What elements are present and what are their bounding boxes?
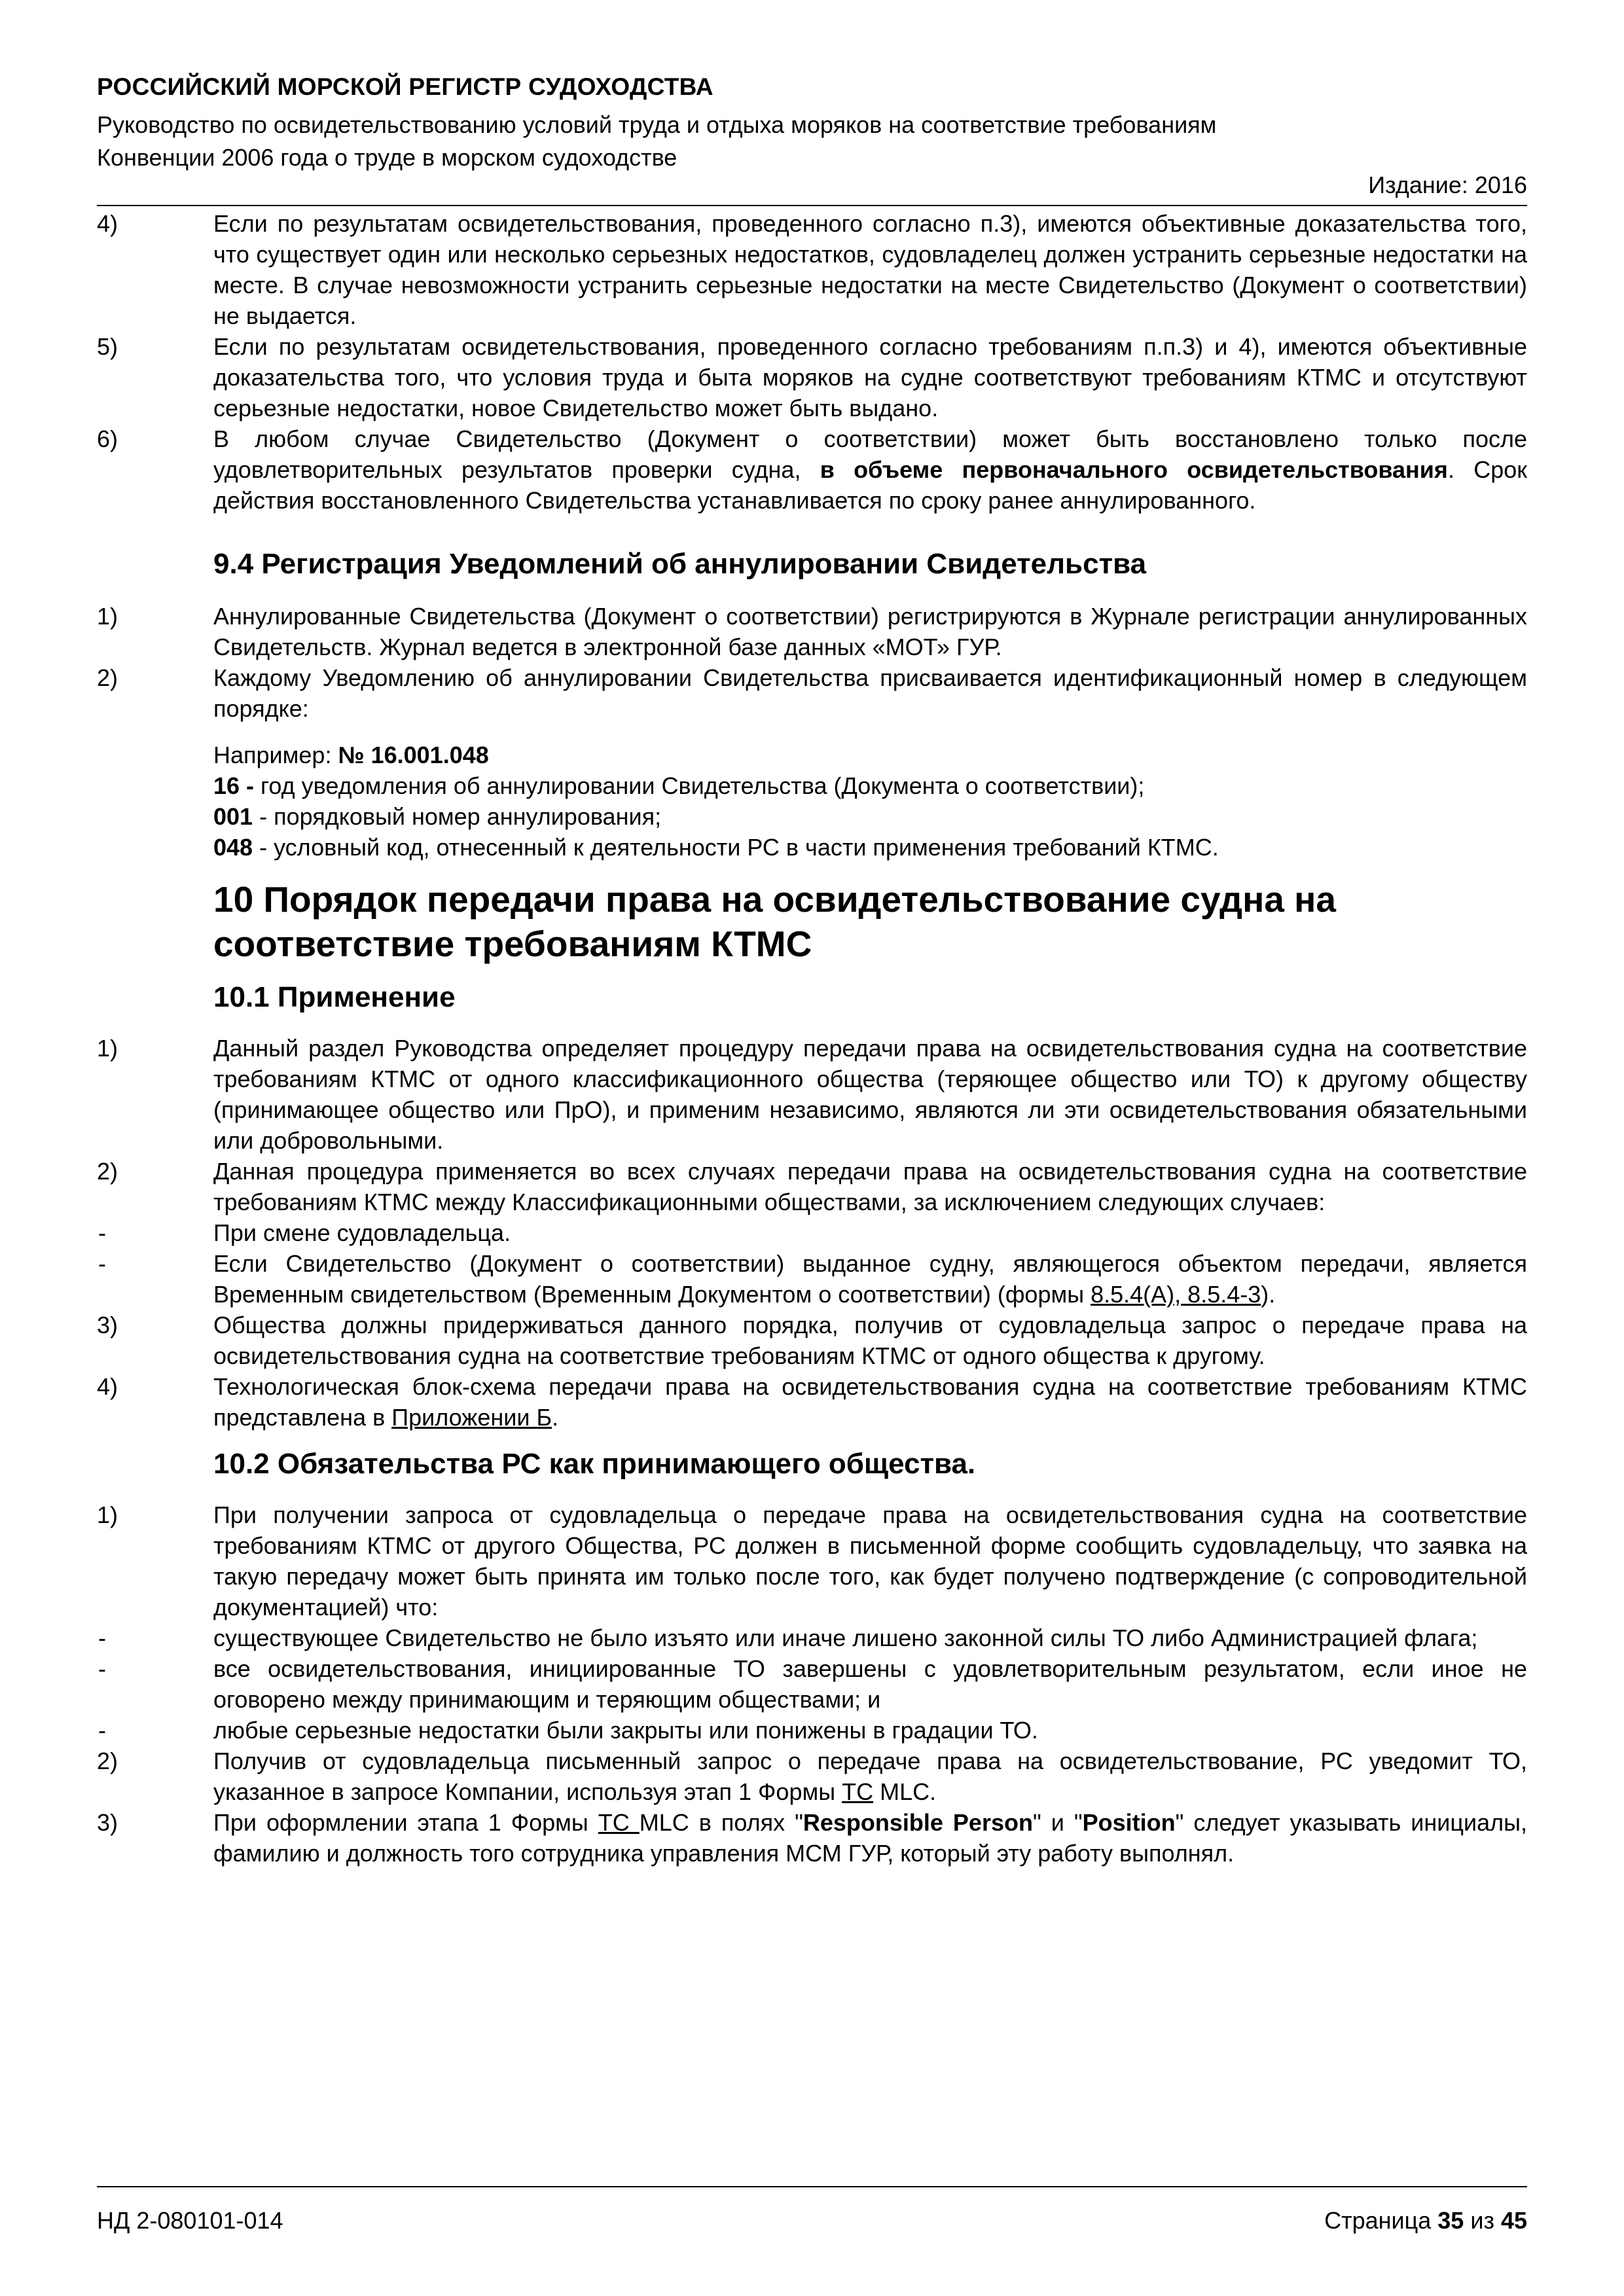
header-organization: РОССИЙСКИЙ МОРСКОЙ РЕГИСТР СУДОХОДСТВА xyxy=(97,73,713,100)
item-text: При получении запроса от судовладельца о передаче права на освидетельствования судна на соответствие требованиям КТМС от другого Общества, РС должен в письменной форме сообщить судовладельцу, что заявка на такую передачу может быть принята им только после того, как будет получено подтверждение (с сопроводительной документацией) что: xyxy=(213,1501,1527,1621)
item-text: Данный раздел Руководства определяет процедуру передачи права на освидетельствования судна на соответствие требованиям КТМС от одного классификационного общества (теряющее общество или ТО) к другому обществу (принимающее общество или ПрО), и применим независимо, являются ли эти освидетельствования обязательными или добровольными. xyxy=(213,1035,1527,1154)
page-of: из xyxy=(1464,2207,1501,2234)
item-text: любые серьезные недостатки были закрыты или понижены в градации ТО. xyxy=(213,1717,1038,1744)
item-text: Данная процедура применяется во всех случаях передачи права на освидетельствования судна на соответствие требованиям КТМС между Классификационными обществами, за исключением следующих случаев: xyxy=(213,1158,1527,1215)
appendix-b-link[interactable]: Приложении Б xyxy=(391,1404,552,1431)
item-text: . xyxy=(552,1404,559,1431)
list-item xyxy=(97,1807,1527,1869)
item-text: Каждому Уведомлению об аннулировании Свидетельства присваивается идентификационный номер в следующем порядке: xyxy=(213,664,1527,722)
item-text: Технологическая блок-схема передачи права на освидетельствования судна на соответствие требованиям КТМС представлена в xyxy=(213,1373,1527,1431)
footer-divider xyxy=(97,2186,1527,2187)
dash-item xyxy=(97,1653,1527,1715)
dash-marker: - xyxy=(98,1717,106,1744)
item-number: 4) xyxy=(97,210,118,237)
item-text: ). xyxy=(1261,1281,1276,1308)
chapter-heading-line: соответствие требованиям КТМС xyxy=(213,924,812,964)
item-number: 3) xyxy=(97,1312,118,1338)
dash-item xyxy=(97,1217,1527,1248)
page-current: 35 xyxy=(1437,2207,1464,2234)
list-item xyxy=(97,1499,1527,1623)
example-part xyxy=(97,770,1527,801)
list-item xyxy=(97,208,1527,331)
example-line xyxy=(97,740,1527,770)
page-total: 45 xyxy=(1500,2207,1527,2234)
item-text: Если Свидетельство (Документ о соответствии) выданное судну, являющегося объектом передачи, является Временным свидетельством (Временным Документом о соответствии) (формы xyxy=(213,1250,1527,1308)
example-label: Например: xyxy=(213,742,338,768)
dash-item xyxy=(97,1623,1527,1653)
list-item xyxy=(97,423,1527,516)
example-part-code: 048 xyxy=(213,834,253,861)
example-part-text: - порядковый номер аннулирования; xyxy=(253,803,662,830)
page-label: Страница xyxy=(1324,2207,1438,2234)
item-text-bold: в объеме первоначального освидетельствования xyxy=(820,456,1448,483)
item-text: В любом случае Свидетельство (Документ о соответствии) может быть восстановлено только после удовлетворительных результатов проверки судна, xyxy=(213,425,1527,483)
list-item xyxy=(97,662,1527,724)
item-text: MLC в полях " xyxy=(639,1809,803,1836)
item-text: " и " xyxy=(1032,1809,1083,1836)
dash-marker: - xyxy=(98,1624,106,1651)
dash-item xyxy=(97,1248,1527,1310)
list-item xyxy=(97,1371,1527,1433)
header-subtitle-line2: Конвенции 2006 года о труде в морском судоходстве xyxy=(97,144,677,171)
item-text: . Срок действия восстановленного Свидетельства устанавливается по сроку ранее аннулированного. xyxy=(213,456,1527,514)
list-item xyxy=(97,1033,1527,1156)
item-text: MLC. xyxy=(873,1778,937,1805)
chapter-heading-line: 10 Порядок передачи права на освидетельствование судна на xyxy=(213,879,1336,920)
item-number: 6) xyxy=(97,425,118,452)
example-part xyxy=(97,832,1527,863)
item-text: Получив от судовладельца письменный запрос о передаче права на освидетельствование, РС уведомит ТО, указанное в запросе Компании, используя этап 1 Формы xyxy=(213,1748,1527,1805)
example-part-code: 001 xyxy=(213,803,253,830)
form-tc-link[interactable]: ТС xyxy=(598,1809,640,1836)
item-number: 5) xyxy=(97,333,118,360)
item-number: 2) xyxy=(97,664,118,691)
example-part-code: 16 - xyxy=(213,772,255,799)
section-heading-9-4: 9.4 Регистрация Уведомлений об аннулировании Свидетельства xyxy=(213,548,1147,580)
field-name-bold: Position xyxy=(1082,1809,1176,1836)
footer-page-number xyxy=(1324,2207,1527,2234)
example-number: № 16.001.048 xyxy=(338,742,489,768)
item-text: Если по результатам освидетельствования, проведенного согласно требованиям п.п.3) и 4), имеются объективные доказательства того, что условия труда и быта моряков на судне соответствуют требованиям КТМС и отсутствуют серьезные недостатки, новое Свидетельство может быть выдано. xyxy=(213,333,1527,422)
item-number: 1) xyxy=(97,1035,118,1062)
list-item xyxy=(97,601,1527,662)
header-divider xyxy=(97,205,1527,206)
example-part-text: год уведомления об аннулировании Свидетельства (Документа о соответствии); xyxy=(254,772,1145,799)
item-text: существующее Свидетельство не было изъято или иначе лишено законной силы ТО либо Администрацией флага; xyxy=(213,1624,1478,1651)
form-reference-link[interactable]: 8.5.4(А), 8.5.4-3 xyxy=(1091,1281,1261,1308)
section-heading-10-1: 10.1 Применение xyxy=(213,981,456,1013)
list-item xyxy=(97,1746,1527,1807)
header-subtitle xyxy=(97,109,1537,174)
list-item xyxy=(97,331,1527,423)
field-name-bold: Responsible Person xyxy=(803,1809,1033,1836)
item-text: все освидетельствования, инициированные ТО завершены с удовлетворительным результатом, если иное не оговорено между принимающим и теряющим обществами; и xyxy=(213,1655,1527,1713)
dash-marker: - xyxy=(98,1655,106,1682)
example-part-text: - условный код, отнесенный к деятельности РС в части применения требований КТМС. xyxy=(253,834,1219,861)
list-item xyxy=(97,1156,1527,1217)
header-subtitle-line1: Руководство по освидетельствованию условий труда и отдыха моряков на соответствие требованиям xyxy=(97,111,1217,138)
footer-doc-code: НД 2-080101-014 xyxy=(97,2207,283,2234)
example-part xyxy=(97,801,1527,832)
list-item xyxy=(97,1310,1527,1371)
item-text: Общества должны придерживаться данного порядка, получив от судовладельца запрос о передаче права на освидетельствования судна на соответствие требованиям КТМС от одного общества к другому. xyxy=(213,1312,1527,1369)
item-text: Если по результатам освидетельствования, проведенного согласно п.3), имеются объективные доказательства того, что существует один или несколько серьезных недостатков, судовладелец должен устранить серьезные недостатки на месте. В случае невозможности устранить серьезные недостатки на месте Свидетельство (Документ о соответствии) не выдается. xyxy=(213,210,1527,329)
section-heading-10-2: 10.2 Обязательства РС как принимающего общества. xyxy=(213,1448,976,1480)
chapter-heading-10 xyxy=(97,877,1527,966)
item-text: При смене судовладельца. xyxy=(213,1219,511,1246)
item-number: 1) xyxy=(97,603,118,630)
item-text: При оформлении этапа 1 Формы xyxy=(213,1809,598,1836)
page-content xyxy=(97,208,1527,1869)
item-number: 3) xyxy=(97,1809,118,1836)
item-number: 2) xyxy=(97,1748,118,1774)
item-number: 4) xyxy=(97,1373,118,1400)
item-number: 1) xyxy=(97,1501,118,1528)
header-edition: Издание: 2016 xyxy=(1368,171,1527,198)
item-text: Аннулированные Свидетельства (Документ о соответствии) регистрируются в Журнале регистрации аннулированных Свидетельств. Журнал ведется в электронной базе данных «МОТ» ГУР. xyxy=(213,603,1527,660)
dash-marker: - xyxy=(98,1250,106,1277)
form-tc-link[interactable]: ТС xyxy=(842,1778,874,1805)
dash-marker: - xyxy=(98,1219,106,1246)
item-text: " следует указывать инициалы, фамилию и должность того сотрудника управления МСМ ГУР, который эту работу выполнял. xyxy=(213,1809,1527,1867)
dash-item xyxy=(97,1715,1527,1746)
item-number: 2) xyxy=(97,1158,118,1185)
